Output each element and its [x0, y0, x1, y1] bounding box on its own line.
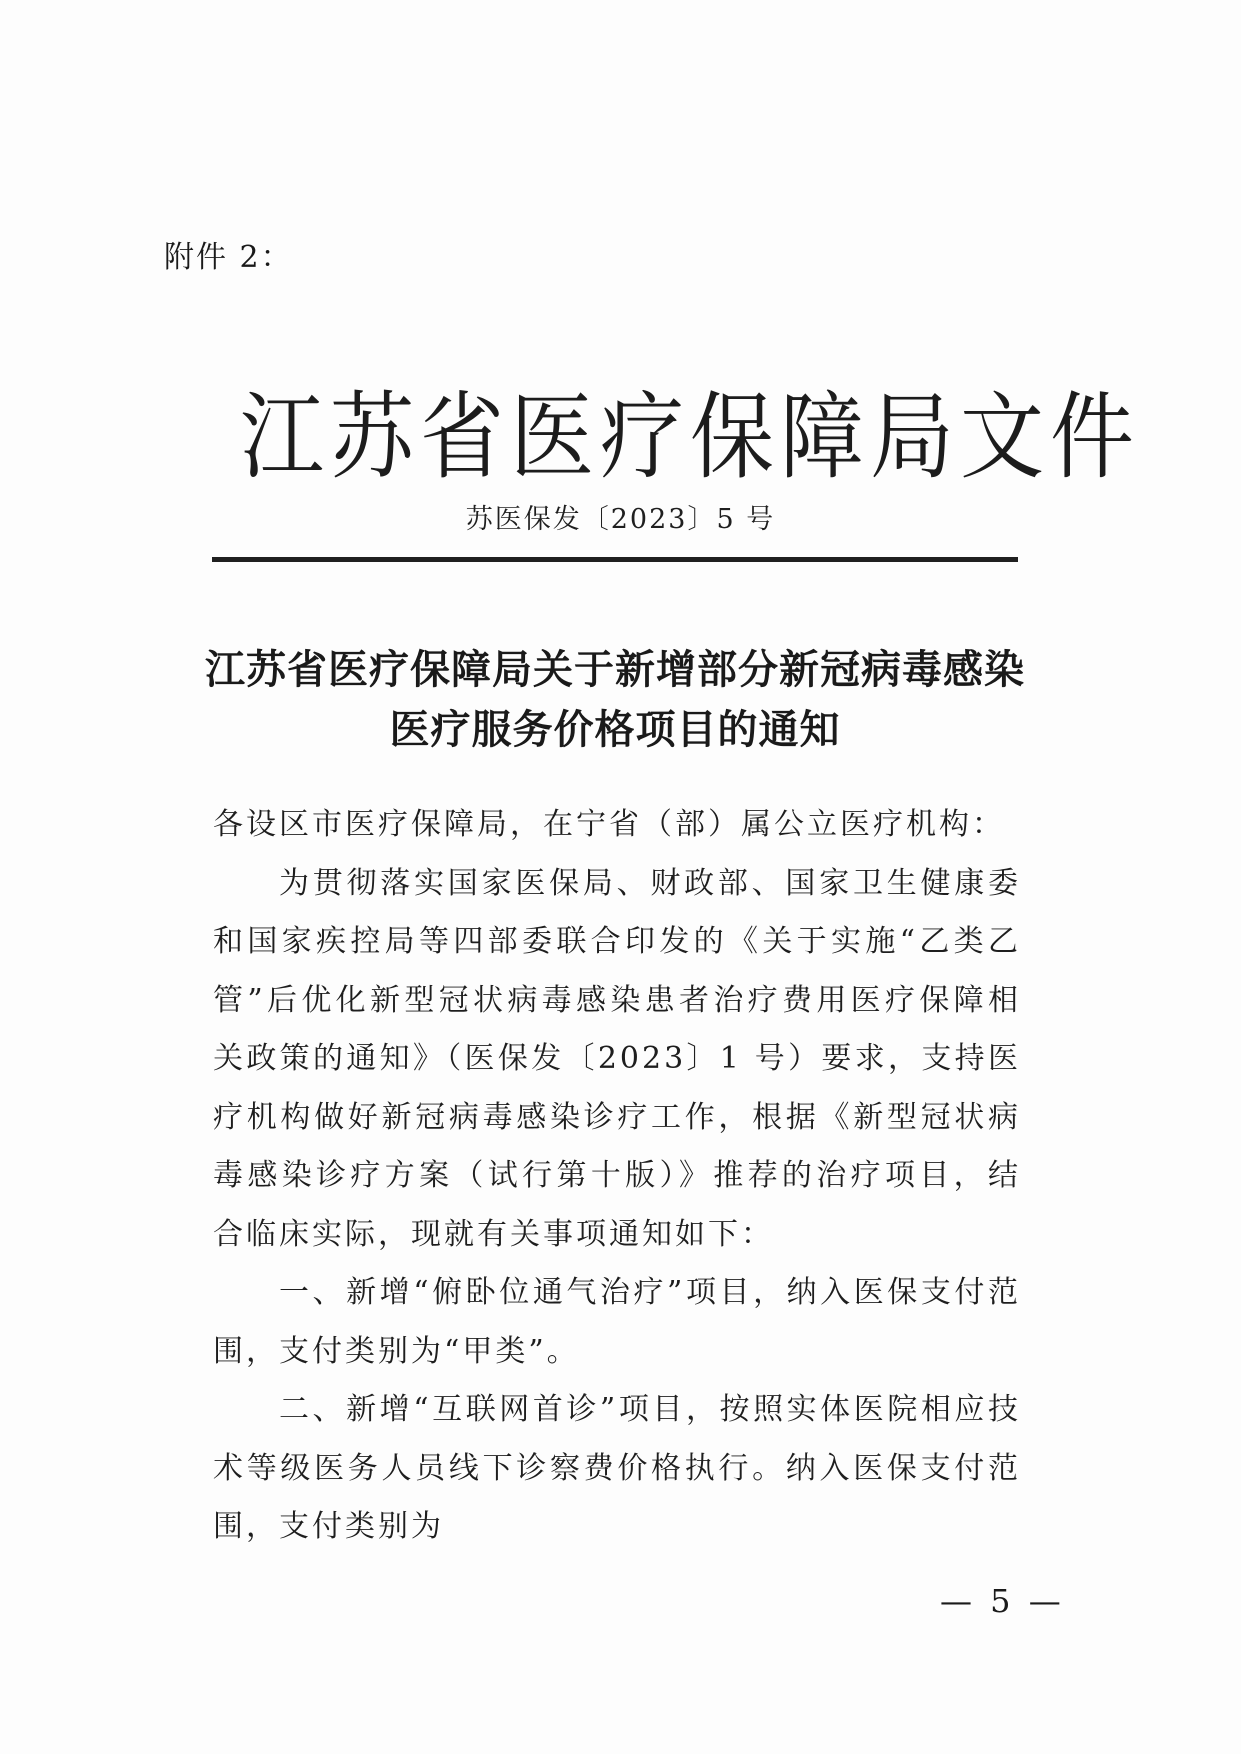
- attachment-label: 附件 2：: [164, 240, 293, 275]
- document-number: 苏医保发〔2023〕5 号: [465, 504, 776, 535]
- document-title-line-1: 江苏省医疗保障局关于新增部分新冠病毒感染: [205, 647, 1025, 693]
- addressee: 各设区市医疗保障局，在宁省（部）属公立医疗机构：: [213, 807, 1005, 842]
- body-paragraph-intro: 为贯彻落实国家医保局、财政部、国家卫生健康委和国家疾控局等四部委联合印发的《关于实施“乙类乙管”后优化新型冠状病毒感染患者治疗费用医疗保障相关政策的通知》（医保发〔2023〕1 号）要求，支持医疗机构做好新冠病毒感染诊疗工作，根据《新型冠状病毒感染诊疗方案（试行第十版）》推荐的治疗项目，结合临床实际，现就有关事项通知如下：: [213, 865, 1021, 1252]
- document-title-line-2: 医疗服务价格项目的通知: [389, 707, 841, 753]
- header-divider: [212, 557, 1018, 562]
- body-paragraph-item-1: 一、新增“俯卧位通气治疗”项目，纳入医保支付范围，支付类别为“甲类”。: [213, 1275, 1021, 1369]
- document-body: [213, 796, 1021, 1557]
- document-title: [200, 640, 1030, 760]
- page-number: — 5 —: [940, 1582, 1065, 1620]
- letterhead-title: 江苏省医疗保障局文件: [240, 382, 1141, 492]
- body-paragraph-item-2: 二、新增“互联网首诊”项目，按照实体医院相应技术等级医务人员线下诊察费价格执行。纳入医保支付范围，支付类别为: [213, 1392, 1021, 1544]
